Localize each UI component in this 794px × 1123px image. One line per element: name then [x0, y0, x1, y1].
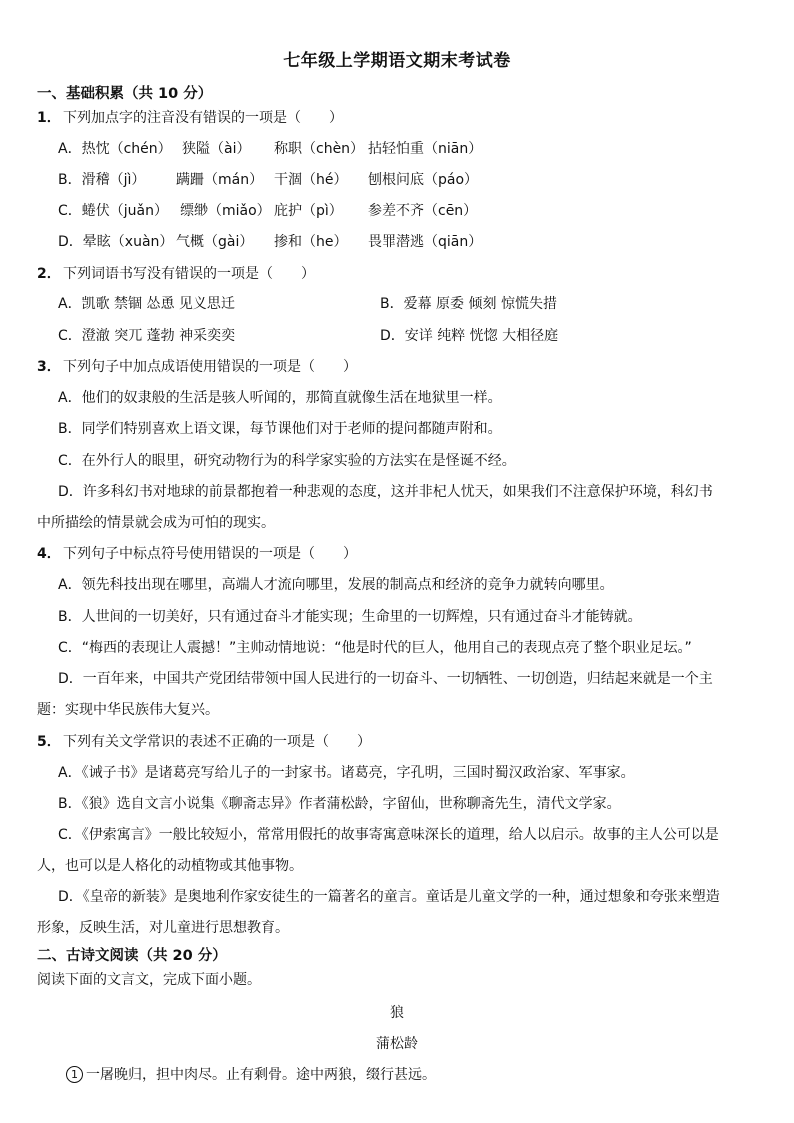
- q3-option-b: B．同学们特别喜欢上语文课，每节课他们对于老师的提问都随声附和。: [58, 421, 502, 437]
- option-item: 蹒跚（mán）: [176, 172, 264, 188]
- question-stem: 下列句子中标点符号使用错误的一项是（ ）: [63, 546, 357, 562]
- question-2: [37, 263, 315, 283]
- q1-option-a: [58, 138, 482, 158]
- q1-option-d: [58, 231, 482, 251]
- question-4: [37, 543, 357, 563]
- option-item: B．滑稽（jì）: [58, 172, 146, 188]
- option-item: 气概（gài）: [176, 234, 254, 250]
- poem-author: 蒲松龄: [376, 1036, 418, 1052]
- question-number: 3．: [37, 359, 61, 375]
- q5-option-a: A．《诫子书》是诸葛亮写给儿子的一封家书。诸葛亮，字孔明，三国时蜀汉政治家、军事家。: [58, 765, 635, 781]
- question-5: [37, 731, 371, 751]
- q3-option-c: C．在外行人的眼里，研究动物行为的科学家实验的方法实在是怪诞不经。: [58, 453, 516, 469]
- option-item: 干涸（hé）: [274, 172, 348, 188]
- option-item: 缥缈（miǎo）: [180, 203, 271, 219]
- option-item: 庇护（pì）: [274, 203, 343, 219]
- question-stem: 下列加点字的注音没有错误的一项是（ ）: [63, 110, 343, 126]
- option-item: 称职（chèn）: [274, 141, 365, 157]
- option-item: C．蜷伏（juǎn）: [58, 203, 168, 219]
- option-item: 参差不齐（cēn）: [368, 203, 478, 219]
- paragraph-text: 一屠晚归，担中肉尽。止有剩骨。途中两狼，缀行甚远。: [86, 1067, 436, 1083]
- q4-option-d-line1: D．一百年来，中国共产党团结带领中国人民进行的一切奋斗、一切牺牲、一切创造，归结起来就是一个主: [58, 671, 713, 687]
- option-item: 掺和（he）: [274, 234, 348, 250]
- question-stem: 下列有关文学常识的表述不正确的一项是（ ）: [63, 734, 371, 750]
- q5-option-c-line2: 人，也可以是人格化的动植物或其他事物。: [37, 858, 303, 874]
- q5-option-d-line1: D．《皇帝的新装》是奥地利作家安徒生的一篇著名的童言。童话是儿童文学的一种，通过想象和夸张来塑造: [58, 889, 720, 905]
- q2-option-d: D．安详 纯粹 恍惚 大相径庭: [380, 328, 559, 344]
- reading-instruction: 阅读下面的文言文，完成下面小题。: [37, 972, 261, 988]
- page-title: 七年级上学期语文期末考试卷: [283, 51, 511, 71]
- question-number: 4．: [37, 546, 61, 562]
- question-stem: 下列句子中加点成语使用错误的一项是（ ）: [63, 359, 357, 375]
- option-item: 拈轻怕重（niān）: [368, 141, 483, 157]
- q5-option-d-line2: 形象，反映生活，对儿童进行思想教育。: [37, 920, 289, 936]
- q4-option-b: B．人世间的一切美好，只有通过奋斗才能实现；生命里的一切辉煌，只有通过奋斗才能铸就。: [58, 609, 642, 625]
- question-stem: 下列词语书写没有错误的一项是（ ）: [63, 266, 315, 282]
- q2-option-b: B．爱幕 原委 倾刻 惊慌失措: [380, 296, 557, 312]
- section-2-heading: 二、古诗文阅读（共 20 分）: [37, 948, 227, 964]
- section-1-heading: 一、基础积累（共 10 分）: [37, 86, 213, 102]
- question-number: 2．: [37, 266, 61, 282]
- question-3: [37, 356, 357, 376]
- q5-option-b: B．《狼》选自文言小说集《聊斋志异》作者蒲松龄，字留仙，世称聊斋先生，清代文学家。: [58, 796, 621, 812]
- poem-title: 狼: [390, 1005, 404, 1021]
- q3-option-a: A．他们的奴隶般的生活是骇人听闻的，那简直就像生活在地狱里一样。: [58, 390, 502, 406]
- q1-option-c: [58, 200, 477, 220]
- q1-option-b: [58, 169, 478, 189]
- q4-option-a: A．领先科技出现在哪里，高端人才流向哪里，发展的制高点和经济的竞争力就转向哪里。: [58, 577, 614, 593]
- option-item: 畏罪潜逃（qiān）: [368, 234, 483, 250]
- question-number: 1．: [37, 110, 61, 126]
- paragraph-number: 1: [66, 1066, 83, 1083]
- q2-option-a: A．凯歌 禁锢 怂恿 见义思迁: [58, 296, 235, 312]
- q2-option-c: C．澄澈 突兀 蓬勃 神采奕奕: [58, 328, 236, 344]
- paragraph-1: [66, 1064, 436, 1084]
- option-item: 刨根问底（páo）: [368, 172, 479, 188]
- q3-option-d-line1: D．许多科幻书对地球的前景都抱着一种悲观的态度，这并非杞人忧天，如果我们不注意保护环境，科幻书: [58, 484, 713, 500]
- q3-option-d-line2: 中所描绘的情景就会成为可怕的现实。: [37, 515, 275, 531]
- option-item: A．热忱（chén）: [58, 141, 172, 157]
- question-1: [37, 107, 343, 127]
- q4-option-c: C．“梅西的表现让人震撼！”主帅动情地说：“他是时代的巨人，他用自己的表现点亮了整个职业足坛。”: [58, 640, 692, 656]
- option-item: D．晕眩（xuàn）: [58, 234, 174, 250]
- question-number: 5．: [37, 734, 61, 750]
- option-item: 狭隘（ài）: [182, 141, 251, 157]
- q4-option-d-line2: 题：实现中华民族伟大复兴。: [37, 702, 219, 718]
- q5-option-c-line1: C．《伊索寓言》一般比较短小，常常用假托的故事寄寓意味深长的道理，给人以启示。故事的主人公可以是: [58, 827, 719, 843]
